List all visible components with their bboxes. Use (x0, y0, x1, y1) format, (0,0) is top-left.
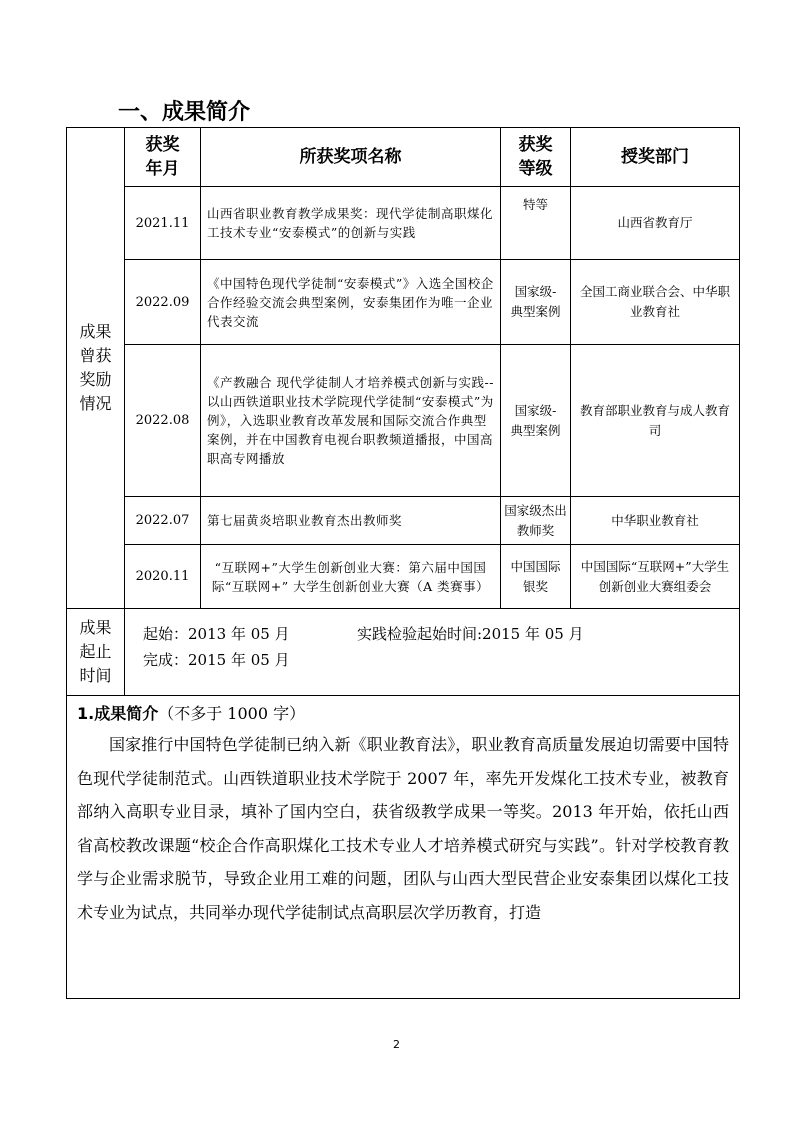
period-end: 完成：2015 年 05 月 (143, 651, 290, 669)
award-name: 第七届黄炎培职业教育杰出教师奖 (201, 497, 501, 545)
summary-title-text: 1.成果简介 (77, 704, 159, 723)
awards-table (66, 127, 740, 999)
header-row (67, 128, 740, 187)
period-side-label: 成果起止时间 (67, 609, 125, 696)
table-row (67, 260, 740, 345)
award-dept: 中华职业教育社 (571, 497, 740, 545)
award-name: 山西省职业教育教学成果奖：现代学徒制高职煤化工技术专业“安泰模式”的创新与实践 (201, 187, 501, 260)
summary-limit: （不多于 1000 字） (158, 704, 306, 723)
period-row (67, 609, 740, 696)
table-row (67, 545, 740, 609)
header-name: 所获奖项名称 (201, 128, 501, 187)
header-dept: 授奖部门 (571, 128, 740, 187)
table-row (67, 497, 740, 545)
award-level: 国家级-典型案例 (501, 345, 571, 497)
award-dept: 山西省教育厅 (571, 187, 740, 260)
award-level: 国家级杰出教师奖 (501, 497, 571, 545)
period-start: 起始：2013 年 05 月 (143, 625, 290, 643)
award-date: 2022.07 (125, 497, 201, 545)
period-practice: 实践检验起始时间:2015 年 05 月 (357, 625, 584, 643)
award-date: 2021.11 (125, 187, 201, 260)
summary-title (77, 702, 729, 726)
summary-row (67, 696, 740, 999)
header-date: 获奖年月 (125, 128, 201, 187)
award-name: “互联网+”大学生创新创业大赛：第六届中国国际“互联网+” 大学生创新创业大赛（A 类赛事） (201, 545, 501, 609)
award-dept: 全国工商业联合会、中华职业教育社 (571, 260, 740, 345)
award-date: 2022.08 (125, 345, 201, 497)
award-name: 《产教融合 现代学徒制人才培养模式创新与实践--以山西铁道职业技术学院现代学徒制“安泰模式”为例》，入选职业教育改革发展和国际交流合作典型案例，并在中国教育电视台职教频道播报，中国高职高专网播放 (201, 345, 501, 497)
table-row (67, 187, 740, 260)
awards-side-label: 成果曾获奖励情况 (67, 128, 125, 609)
page-number: 2 (393, 1038, 400, 1051)
award-level: 中国国际银奖 (501, 545, 571, 609)
award-level: 特等 (501, 187, 571, 260)
award-date: 2020.11 (125, 545, 201, 609)
table-row (67, 345, 740, 497)
summary-body: 国家推行中国特色学徒制已纳入新《职业教育法》，职业教育高质量发展迫切需要中国特色现代学徒制范式。山西铁道职业技术学院于 2007 年，率先开发煤化工技术专业，被教育部纳入高职专业目录，填补了国内空白，获省级教学成果一等奖。2013 年开始，依托山西省高校教改课题“校企合作高职煤化工技术专业人才培养模式研究与实践”。针对学校教育教学与企业需求脱节，导致企业用工难的问题，团队与山西大型民营企业安泰集团以煤化工技术专业为试点，共同举办现代学徒制试点高职层次学历教育，打造 (77, 735, 729, 922)
award-dept: 教育部职业教育与成人教育司 (571, 345, 740, 497)
award-level: 国家级-典型案例 (501, 260, 571, 345)
award-dept: 中国国际“互联网+”大学生创新创业大赛组委会 (571, 545, 740, 609)
section-heading: 一、成果简介 (118, 100, 251, 125)
period-cell (125, 609, 740, 696)
award-date: 2022.09 (125, 260, 201, 345)
header-level: 获奖等级 (501, 128, 571, 187)
award-name: 《中国特色现代学徒制“安泰模式”》入选全国校企合作经验交流会典型案例，安泰集团作为唯一企业代表交流 (201, 260, 501, 345)
summary-cell (67, 696, 740, 999)
